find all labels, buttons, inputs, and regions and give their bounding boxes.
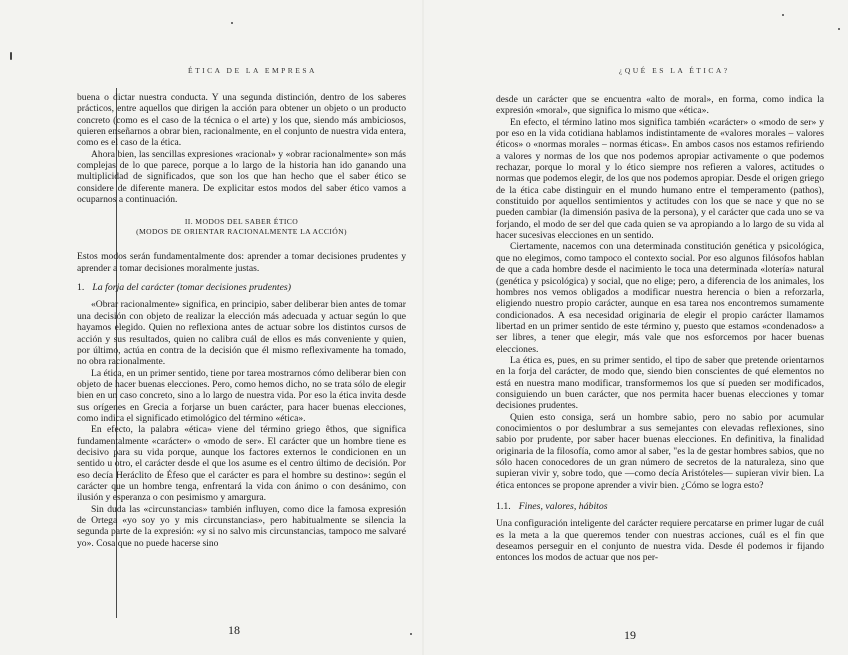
paragraph: buena o dictar nuestra conducta. Y una segunda distinción, dentro de los saberes prácticos, entre aquellos que dirigen la acción para obtener un objeto o un producto concreto (como es el caso de la técnica o el arte) y los que, siendo más ambiciosos, quieren enseñarnos a obrar bien, racionalmente, en el conjunto de nuestra vida entera, como es el caso de la ética.	[77, 92, 406, 149]
paragraph: Ahora bien, las sencillas expresiones «racional» y «obrar racionalmente» son más complejas de lo que parece, porque a lo largo de la historia han ido ganando una multiplicidad de significados, que son los que han hecho que el saber ético se considere de diferente manera. De explicitar estos modos del saber ético vamos a ocuparnos a continuación.	[77, 148, 406, 206]
paragraph: Quien esto consiga, será un hombre sabio, pero no sabio por acumular conocimientos o por deslumbrar a sus semejantes con elevadas reflexiones, sino sabio por prudente, por saber hacer buenas elecciones. En definitiva, la finalidad originaria de la filosofía, como amor al saber, "es la de gestar hombres sabios, que no sólo hacen conocedores de un gran número de secretos de la naturaleza, sino que supieran vivir y, sobre todo, que —como decía Aristóteles— supieran vivir bien. La ética entonces se propone aprender a vivir bien. ¿Cómo se logra esto?	[496, 411, 824, 491]
paragraph: Ciertamente, nacemos con una determinada constitución genética y psicológica, que no elegimos, como tampoco el contexto social. Por eso algunos filósofos hablan de que a cada hombre desde el nacimiento le toca una determinada «lotería» natural (genética y psicológica) y social, que no elige; pero, a diferencia de los animales, los hombres nos vemos obligados a modificar nuestra herencia o bien a reforzarla, eligiendo nuestro propio carácter, aunque en esa tarea nos encontremos sumamente condicionados. A esa necesidad originaria de elegir el propio carácter llamamos libertad en un primer sentido de este término y, puesto que estamos «condenados» a ser libres, a tener que elegir, más vale que nos esforcemos por hacer buenas elecciones.	[496, 241, 824, 355]
scan-speck	[410, 633, 412, 635]
subsection-title: La forja del carácter (tomar decisiones prudentes)	[92, 282, 291, 294]
paragraph: Una configuración inteligente del carácter requiere percatarse en primer lugar de cuál es la meta a la que queremos tender con nuestras acciones, cuál es el fin que deseamos perseguir en el conjunto de nuestra vida. Desde él podemos ir fijando entonces los modos de actuar que nos per-	[496, 518, 824, 564]
subsection-number: 1.1.	[496, 501, 511, 513]
scan-speck	[10, 52, 12, 60]
section-heading-block	[77, 217, 406, 237]
scan-speck	[231, 22, 233, 24]
subsection-number: 1.	[77, 282, 85, 294]
running-head: ¿QUÉ ES LA ÉTICA?	[619, 66, 730, 75]
left-text-column	[77, 92, 406, 549]
right-page	[424, 0, 848, 655]
scan-speck	[782, 14, 784, 16]
paragraph: desde un carácter que se encuentra «alto de moral», en forma, como indica la expresión «moral», que significa lo mismo que «ética».	[496, 94, 824, 117]
right-text-column	[496, 94, 824, 564]
scan-speck	[838, 28, 840, 30]
running-head: ÉTICA DE LA EMPRESA	[188, 66, 317, 75]
section-heading: II. MODOS DEL SABER ÉTICO	[184, 217, 299, 227]
paragraph: La ética, en un primer sentido, tiene por tarea mostrarnos cómo deliberar bien con objeto de hacer buenas elecciones. Pero, como hemos dicho, no se trata sólo de elegir bien en un caso concreto, sino a lo largo de nuestra vida. Por eso la ética invita desde sus orígenes en Grecia a forjarse un buen carácter, para hacer buenas elecciones, como indica el significado etimológico del término «ética».	[77, 367, 406, 424]
paragraph: La ética es, pues, en su primer sentido, el tipo de saber que pretende orientarnos en la forja del carácter, de modo que, siendo bien conscientes de qué elementos no está en nuestra mano modificar, transformemos los que sí pueden ser modificados, consiguiendo un buen carácter, que nos permita hacer buenas elecciones y tomar decisiones prudentes.	[496, 354, 824, 412]
paragraph: Sin duda las «circunstancias» también influyen, como dice la famosa expresión de Ortega «yo soy yo y mis circunstancias», pero habitualmente se silencia la segunda parte de la expresión: «y si no salvo mis circunstancias, tampoco me salvaré yo». Cosa que no puede hacerse sino	[77, 503, 406, 549]
subsection-title: Fines, valores, hábitos	[518, 501, 608, 513]
paragraph: «Obrar racionalmente» significa, en principio, saber deliberar bien antes de tomar una decisión con objeto de realizar la elección más adecuada y actuar según lo que hayamos elegido. Quien no reflexiona antes de actuar sobre los distintos cursos de acción y sus resultados, quien no calibra cuál de ellos es más conveniente y quien, por último, actúa en contra de la decisión que él mismo reflexivamente ha tomado, no obra racionalmente.	[77, 299, 406, 368]
section-subheading: (MODOS DE ORIENTAR RACIONALMENTE LA ACCIÓN)	[136, 227, 347, 237]
page-number: 18	[228, 623, 240, 637]
paragraph: En efecto, el término latino mos significa también «carácter» o «modo de ser» y por eso en la vida cotidiana hablamos indistintamente de «valores morales – valores éticos» o «normas morales – normas éticas». En ambos casos nos estamos refiriendo a valores y normas de los que nos podemos apropiar activamente o que podemos rechazar, porque lo moral y lo ético siempre nos refieren a valores, actitudes o normas que podemos elegir, de los que nos podemos apropiar. Desde el origen griego de la ética cabe distinguir en el mundo humano entre el temperamento (pathos), constituido por aquellos sentimientos y actitudes con los que se nace y que no se pueden cambiar (la dimensión pasiva de la persona), y el carácter que cada uno se va forjando, el modo de ser del que cada quien se va apropiando a lo largo de su vida al hacer sucesivas elecciones en un sentido.	[496, 116, 824, 242]
subsection-heading	[77, 282, 406, 293]
paragraph: En efecto, la palabra «ética» viene del término griego êthos, que significa fundamentalmente «carácter» o «modo de ser». El carácter que un hombre tiene es decisivo para su vida porque, aunque los factores externos le condicionen en un sentido u otro, el carácter desde el que los asume es el centro último de decisión. Por eso decía Heráclito de Éfeso que el carácter es para el hombre su destino»: según el carácter que un hombre tenga, enfrentará la vida con ánimo o con desánimo, con ilusión y esperanza o con pesimismo y amargura.	[77, 424, 406, 504]
paragraph: Estos modos serán fundamentalmente dos: aprender a tomar decisiones prudentes y aprender a tomar decisiones moralmente justas.	[77, 251, 406, 274]
subsection-heading	[496, 501, 824, 512]
page-number: 19	[624, 628, 636, 642]
